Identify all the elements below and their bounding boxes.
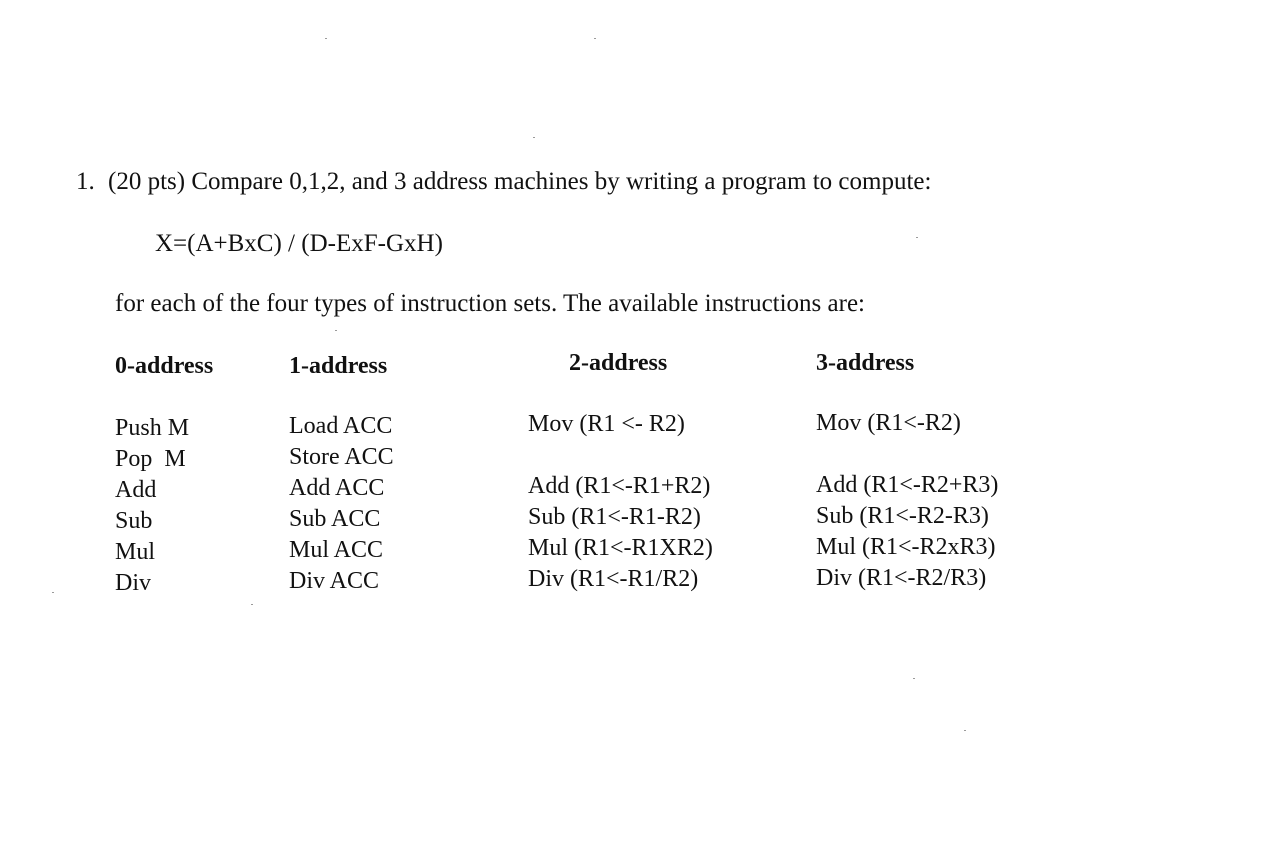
instruction-item-empty bbox=[528, 440, 713, 471]
instruction-item-empty bbox=[816, 439, 998, 470]
instruction-item: Add (R1<-R2+R3) bbox=[816, 472, 999, 498]
question-prompt: (20 pts) Compare 0,1,2, and 3 address machines by writing a program to compute: bbox=[108, 168, 932, 195]
instruction-sets-intro: for each of the four types of instruction sets. The available instructions are: bbox=[115, 290, 865, 317]
instruction-list-1-address bbox=[289, 411, 394, 597]
instruction-list-3-address bbox=[816, 408, 998, 594]
instruction-item: Sub (R1<-R1-R2) bbox=[528, 504, 701, 530]
instruction-item: Store ACC bbox=[289, 444, 394, 470]
scan-speck bbox=[964, 730, 966, 731]
scan-speck bbox=[325, 38, 327, 39]
scan-speck bbox=[251, 604, 253, 605]
instruction-item: Mul (R1<-R1XR2) bbox=[528, 535, 713, 561]
instruction-item: Pop M bbox=[115, 446, 186, 472]
instruction-item: Sub bbox=[115, 508, 153, 534]
question-prompt-line bbox=[76, 168, 931, 196]
instruction-item: Div (R1<-R1/R2) bbox=[528, 566, 699, 592]
scan-speck bbox=[594, 38, 596, 39]
scan-speck bbox=[913, 678, 915, 679]
instruction-item: Sub ACC bbox=[289, 506, 381, 532]
instruction-item: Div bbox=[115, 570, 151, 596]
scan-speck bbox=[52, 592, 54, 593]
instruction-item: Add (R1<-R1+R2) bbox=[528, 473, 711, 499]
instruction-item: Mov (R1<-R2) bbox=[816, 410, 961, 436]
instruction-item: Add ACC bbox=[289, 475, 385, 501]
instruction-item: Mov (R1 <- R2) bbox=[528, 411, 685, 437]
scan-speck bbox=[533, 137, 535, 138]
instruction-item: Div ACC bbox=[289, 568, 380, 594]
column-header-0-address: 0-address bbox=[115, 353, 214, 379]
scan-speck bbox=[335, 330, 337, 331]
instruction-list-2-address bbox=[528, 409, 713, 595]
instruction-item: Mul ACC bbox=[289, 537, 384, 563]
column-header-1-address: 1-address bbox=[289, 353, 388, 379]
column-header-2-address: 2-address bbox=[569, 350, 668, 376]
instruction-item: Div (R1<-R2/R3) bbox=[816, 565, 987, 591]
target-formula: X=(A+BxC) / (D-ExF-GxH) bbox=[155, 230, 443, 257]
column-header-3-address: 3-address bbox=[816, 350, 915, 376]
instruction-item: Load ACC bbox=[289, 413, 393, 439]
instruction-item: Add bbox=[115, 477, 157, 503]
instruction-item: Mul (R1<-R2xR3) bbox=[816, 534, 996, 560]
instruction-list-0-address bbox=[115, 413, 189, 599]
scan-speck bbox=[916, 237, 918, 238]
instruction-item: Push M bbox=[115, 415, 190, 441]
instruction-item: Sub (R1<-R2-R3) bbox=[816, 503, 989, 529]
instruction-item: Mul bbox=[115, 539, 156, 565]
question-number: 1. bbox=[76, 168, 95, 195]
